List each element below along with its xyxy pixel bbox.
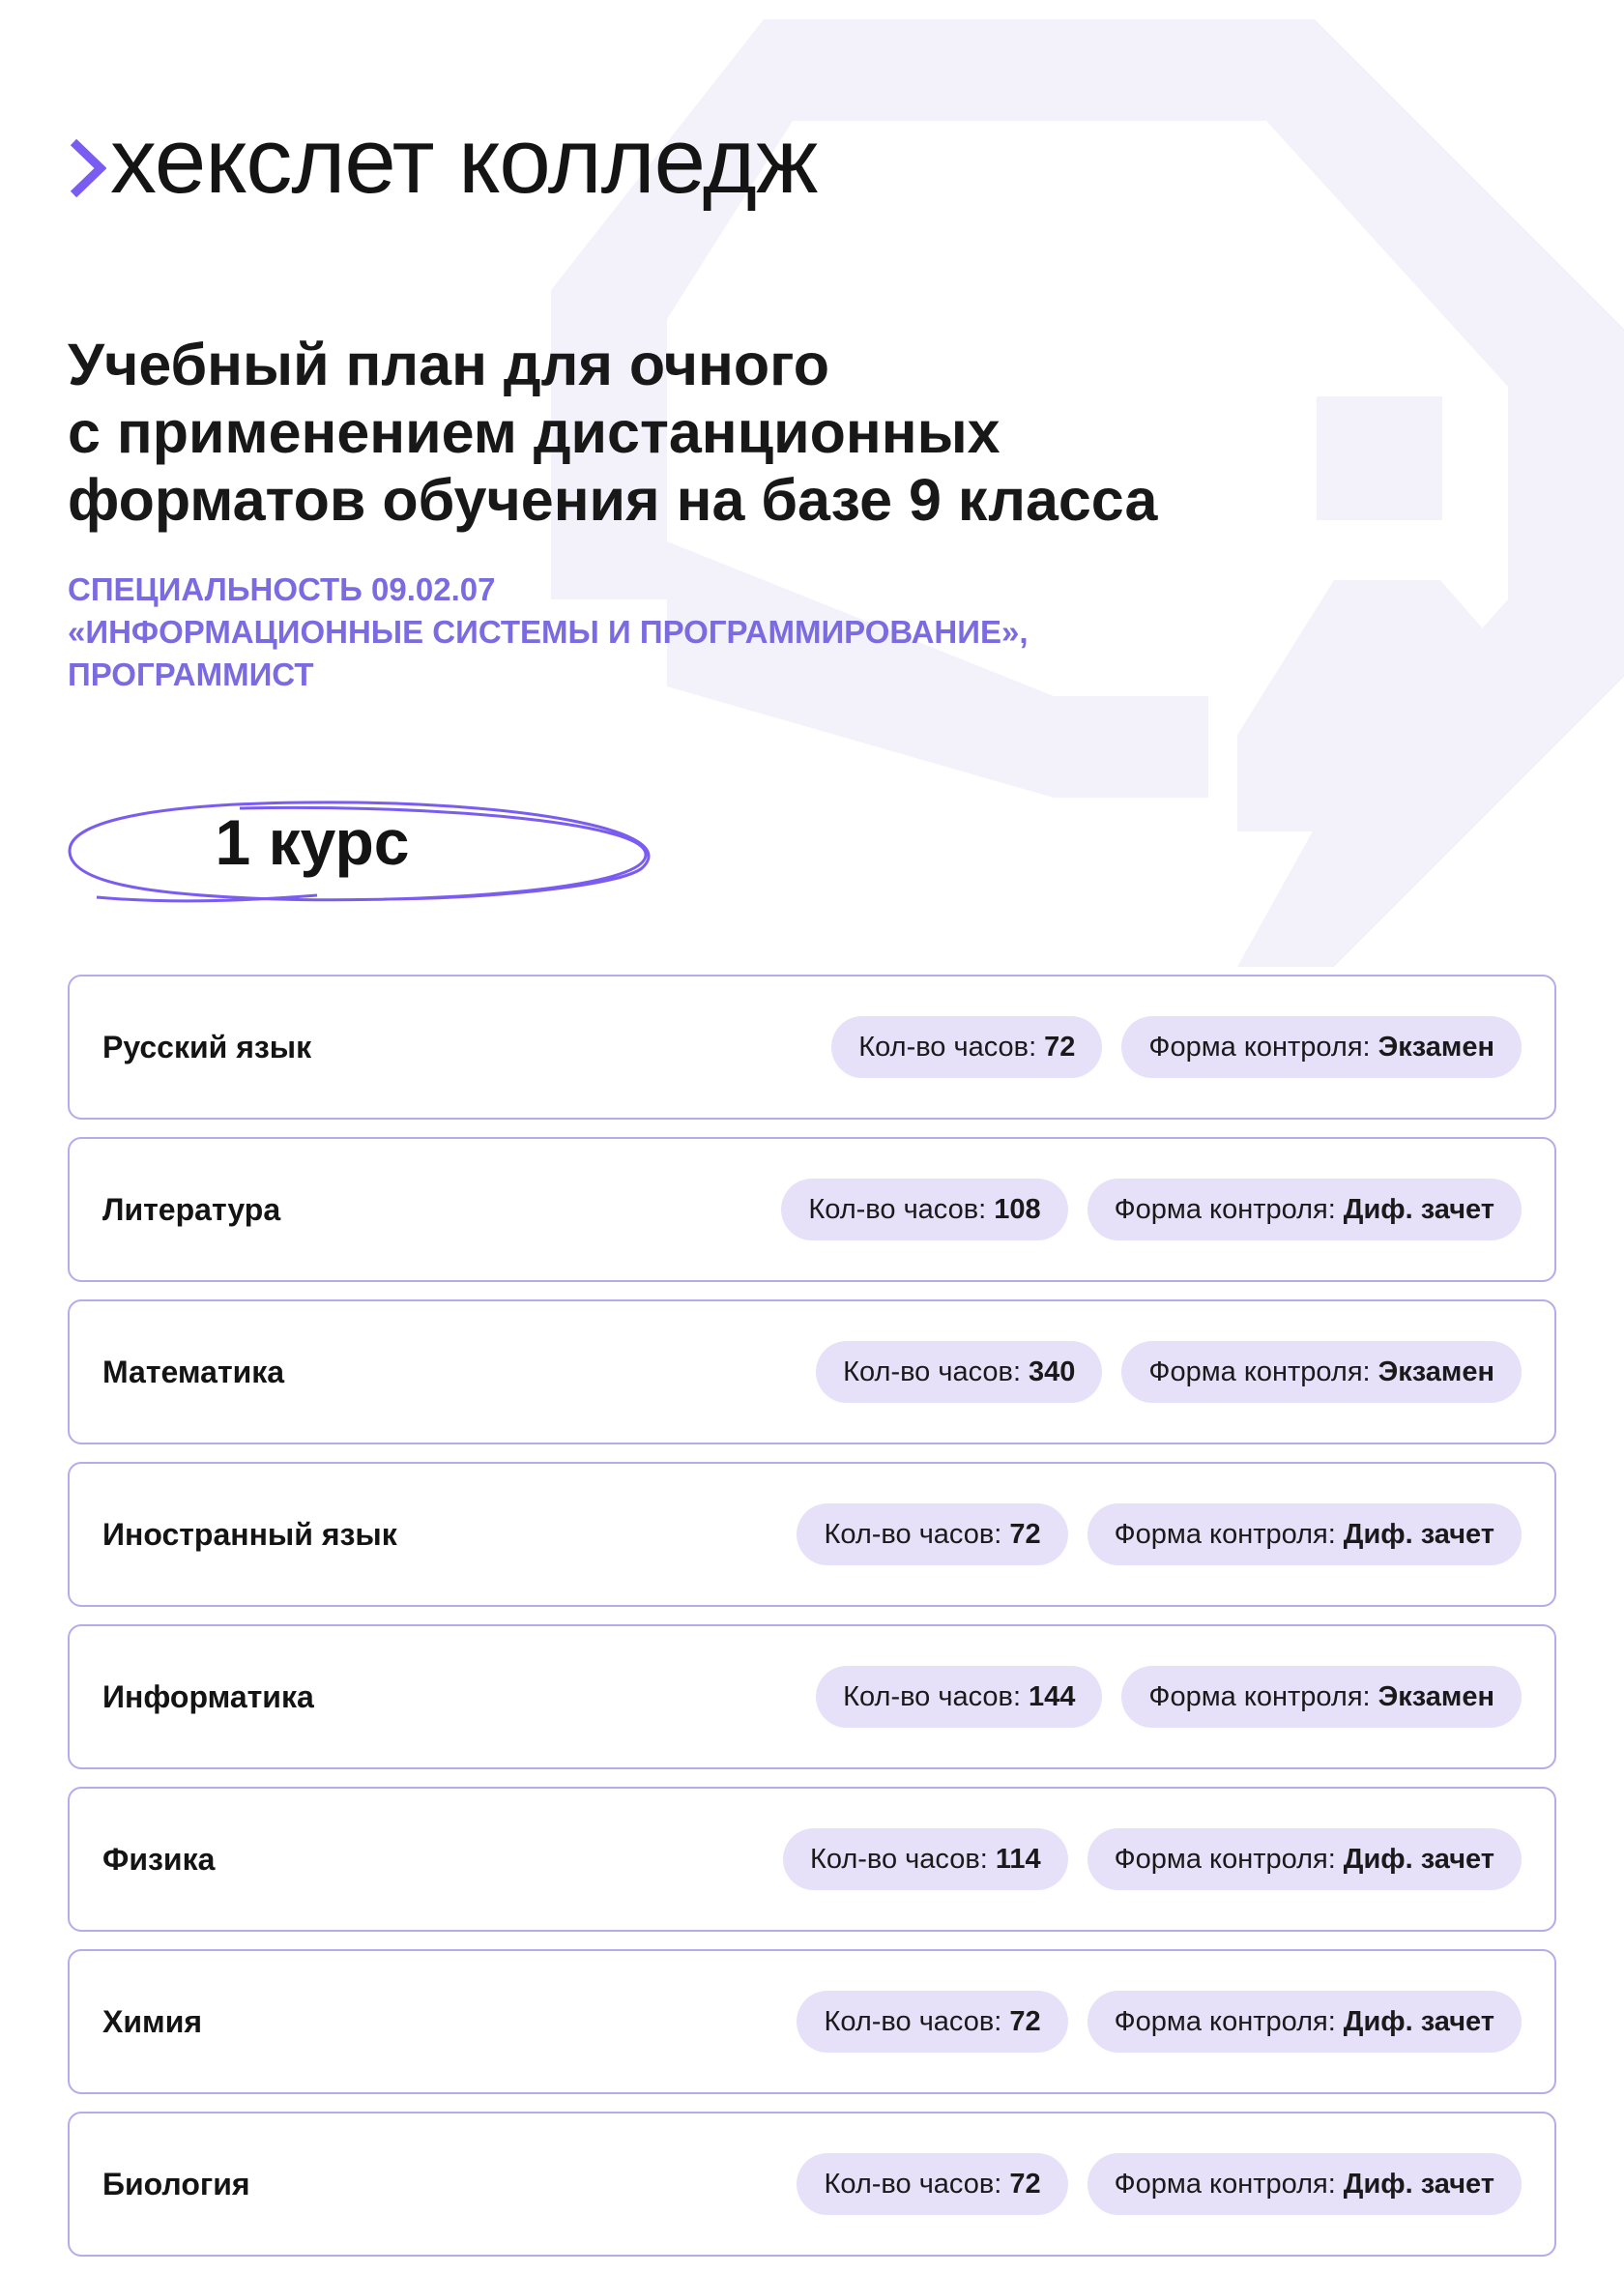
hours-badge <box>816 1666 1102 1728</box>
subject-name: Математика <box>102 1354 285 1389</box>
hours-label: Кол-во часов: <box>824 2005 1002 2037</box>
subject-row <box>68 2112 1556 2257</box>
hours-label: Кол-во часов: <box>824 1518 1002 1550</box>
control-value: Экзамен <box>1378 1356 1494 1387</box>
subject-name: Иностранный язык <box>102 1516 397 1552</box>
hours-badge <box>797 1503 1067 1565</box>
subject-row <box>68 1787 1556 1932</box>
control-label: Форма контроля: <box>1148 1680 1371 1712</box>
control-label: Форма контроля: <box>1148 1031 1371 1063</box>
subject-row <box>68 1949 1556 2094</box>
logo-text: хекслет колледж <box>110 109 818 213</box>
hours-value: 114 <box>995 1843 1041 1875</box>
subject-row <box>68 1137 1556 1282</box>
hours-label: Кол-во часов: <box>808 1193 987 1225</box>
control-value: Диф. зачет <box>1343 1518 1494 1550</box>
subject-name: Русский язык <box>102 1029 312 1064</box>
hours-label: Кол-во часов: <box>809 1843 988 1875</box>
subject-row <box>68 975 1556 1120</box>
hours-label: Кол-во часов: <box>824 2168 1002 2200</box>
control-label: Форма контроля: <box>1114 2005 1336 2037</box>
hours-value: 340 <box>1029 1356 1076 1387</box>
control-value: Экзамен <box>1378 1680 1494 1712</box>
control-value: Диф. зачет <box>1343 1193 1494 1225</box>
subject-row <box>68 1299 1556 1444</box>
control-badge <box>1088 1828 1522 1890</box>
control-badge <box>1121 1341 1522 1403</box>
subject-row <box>68 1624 1556 1769</box>
control-badge <box>1121 1016 1522 1078</box>
hexlet-chevron-icon <box>70 138 106 198</box>
hours-value: 72 <box>1009 2005 1041 2037</box>
hours-badge <box>831 1016 1102 1078</box>
hours-badge <box>816 1341 1102 1403</box>
control-label: Форма контроля: <box>1114 2168 1336 2200</box>
subject-list <box>68 975 1556 2274</box>
hours-value: 72 <box>1009 1518 1041 1550</box>
college-logo <box>70 108 817 215</box>
page-title <box>68 331 1421 534</box>
control-value: Диф. зачет <box>1343 2168 1494 2200</box>
control-label: Форма контроля: <box>1114 1518 1336 1550</box>
control-label: Форма контроля: <box>1114 1193 1336 1225</box>
title-line: с применением дистанционных <box>68 399 1000 465</box>
hours-label: Кол-во часов: <box>843 1356 1022 1387</box>
control-label: Форма контроля: <box>1148 1356 1371 1387</box>
subject-name: Физика <box>102 1841 216 1877</box>
hours-value: 72 <box>1009 2168 1041 2200</box>
hours-value: 144 <box>1029 1680 1076 1712</box>
title-line: Учебный план для очного <box>68 332 829 397</box>
control-badge <box>1088 2153 1522 2215</box>
hours-label: Кол-во часов: <box>858 1031 1037 1063</box>
specialty-line: СПЕЦИАЛЬНОСТЬ 09.02.07 <box>68 571 496 607</box>
course-badge <box>66 791 655 917</box>
specialty-line: «ИНФОРМАЦИОННЫЕ СИСТЕМЫ И ПРОГРАММИРОВАНИЕ», <box>68 614 1029 650</box>
specialty-line: ПРОГРАММИСТ <box>68 656 314 692</box>
control-value: Диф. зачет <box>1343 2005 1494 2037</box>
hours-value: 72 <box>1044 1031 1076 1063</box>
subject-row <box>68 1462 1556 1607</box>
hours-label: Кол-во часов: <box>843 1680 1022 1712</box>
specialty-subtitle <box>68 568 1421 696</box>
subject-name: Химия <box>102 2003 203 2039</box>
subject-name: Биология <box>102 2166 250 2201</box>
control-value: Экзамен <box>1378 1031 1494 1063</box>
subject-name: Литература <box>102 1191 281 1227</box>
control-value: Диф. зачет <box>1343 1843 1494 1875</box>
hours-badge <box>797 1991 1067 2053</box>
title-line: форматов обучения на базе 9 класса <box>68 467 1158 533</box>
hours-badge <box>783 1828 1068 1890</box>
control-badge <box>1088 1179 1522 1240</box>
subject-name: Информатика <box>102 1678 314 1714</box>
hours-badge <box>797 2153 1067 2215</box>
control-badge <box>1088 1503 1522 1565</box>
course-label: 1 курс <box>215 806 410 878</box>
control-label: Форма контроля: <box>1114 1843 1336 1875</box>
control-badge <box>1088 1991 1522 2053</box>
hours-value: 108 <box>994 1193 1041 1225</box>
control-badge <box>1121 1666 1522 1728</box>
hours-badge <box>781 1179 1067 1240</box>
